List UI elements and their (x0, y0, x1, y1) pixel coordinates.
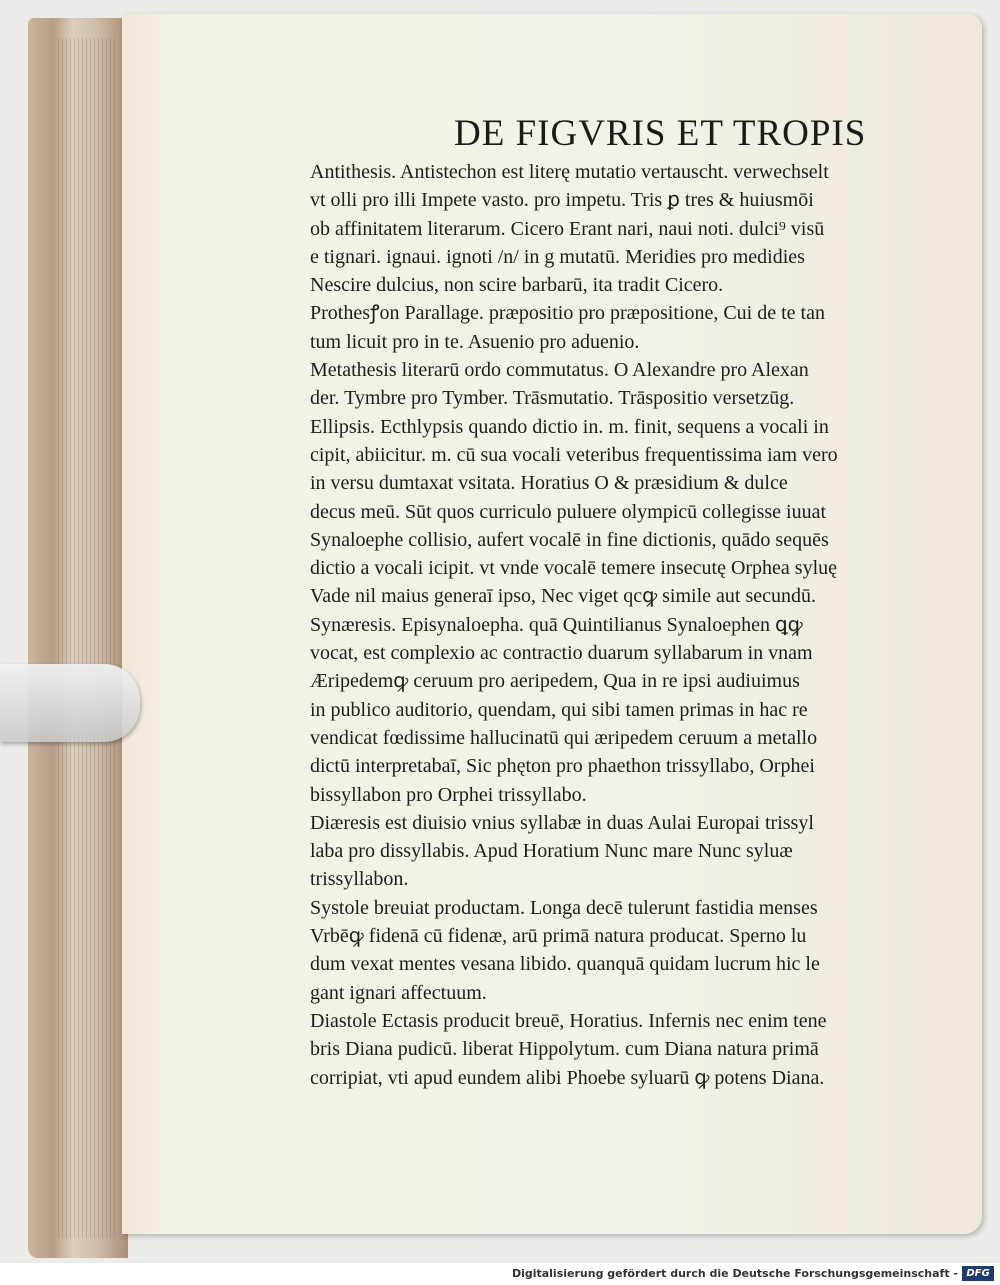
text-line: Antithesis. Antistechon est literę mutatio vertauscht. verwechselt (310, 161, 829, 183)
text-line: Metathesis literarū ordo commutatus. O Alexandre pro Alexan (310, 359, 809, 382)
text-line: Diæresis est diuisio vnius syllabæ in duas Aulai Europai trissyl (310, 811, 814, 834)
text-line: Systole breuiat productam. Longa decē tulerunt fastidia menses (310, 896, 818, 919)
text-line: in versu dumtaxat vsitata. Horatius O & præsidium & dulce (310, 472, 788, 495)
text-line: cipit, abiicitur. m. cū sua vocali veteribus frequentissima iam vero (310, 443, 838, 466)
text-line: Nescire dulcius, non scire barbarū, ita tradit Cicero. (310, 274, 724, 297)
text-line: vocat, est complexio ac contractio duarum syllabarum in vnam (310, 642, 813, 665)
text-line: Vade nil maius generaī ipso, Nec viget qcꝙ simile aut secundū. (310, 585, 816, 608)
text-line: der. Tymbre pro Tymber. Trāsmutatio. Trāspositio versetzūg. (310, 387, 795, 410)
text-line: Synæresis. Episynaloepha. quā Quintilianus Synaloephen ꝗꝙ (310, 613, 803, 636)
footer-bar (0, 1263, 1000, 1285)
page-heading: DE FIGVRIS ET TROPIS (454, 113, 867, 154)
text-line: Vrbēꝙ fidenā cū fidenæ, arū primā natura producat. Sperno lu (310, 925, 807, 948)
text-line: Synaloephe collisio, aufert vocalē in fine dictionis, quādo sequēs (310, 528, 829, 551)
text-line: dictū interpretabaī, Sic phęton pro phaethon trissyllabo, Orphei (310, 755, 815, 778)
dfg-logo: DFG (962, 1266, 994, 1281)
text-line: trissyllabon. (310, 868, 409, 891)
footer-credit: Digitalisierung gefördert durch die Deutsche Forschungsgemeinschaft - (511, 1267, 958, 1280)
text-line: in publico auditorio, quendam, qui sibi tamen primas in hac re (310, 698, 808, 721)
page-clip (0, 664, 140, 742)
text-line: dum vexat mentes vesana libido. quanquā quidam lucrum hic le (310, 953, 820, 976)
text-line: ob affinitatem literarum. Cicero Erant nari, naui noti. dulci⁹ visū (310, 217, 825, 240)
text-line: bris Diana pudicū. liberat Hippolytum. cum Diana natura primā (310, 1038, 819, 1061)
text-line: Prothesꝭon Parallage. præpositio pro præpositione, Cui de te tan (310, 302, 825, 325)
text-line: Æripedemꝙ ceruum pro aeripedem, Qua in re ipsi audiuimus (310, 670, 800, 693)
text-line: gant ignari affectuum. (310, 981, 487, 1004)
text-line: vt olli pro illi Impete vasto. pro impetu. Tris ꝑ tres & huiusmōi (310, 189, 814, 212)
text-line: vendicat fœdissime hallucinatū qui æripedem ceruum a metallo (310, 726, 818, 749)
text-block (310, 158, 920, 1092)
text-line: Ellipsis. Ecthlypsis quando dictio in. m. finit, sequens a vocali in (310, 415, 829, 438)
text-line: decus meū. Sūt quos curriculo puluere olympicū collegisse iuuat (310, 500, 826, 523)
text-line: corripiat, vti apud eundem alibi Phoebe syluarū ꝙ potens Diana. (310, 1066, 825, 1089)
text-line: Diastole Ectasis producit breuē, Horatius. Infernis nec enim tene (310, 1009, 827, 1032)
text-line: bissyllabon pro Orphei trissyllabo. (310, 783, 587, 806)
book-page-edges (28, 18, 128, 1258)
text-line: laba pro dissyllabis. Apud Horatium Nunc mare Nunc syluæ (310, 840, 793, 863)
text-line: dictio a vocali icipit. vt vnde vocalē temere insecutę Orphea syluę (310, 557, 838, 580)
text-line: tum licuit pro in te. Asuenio pro aduenio. (310, 330, 640, 353)
text-line: e tignari. ignaui. ignoti /n/ in g mutatū. Meridies pro medidies (310, 245, 805, 268)
